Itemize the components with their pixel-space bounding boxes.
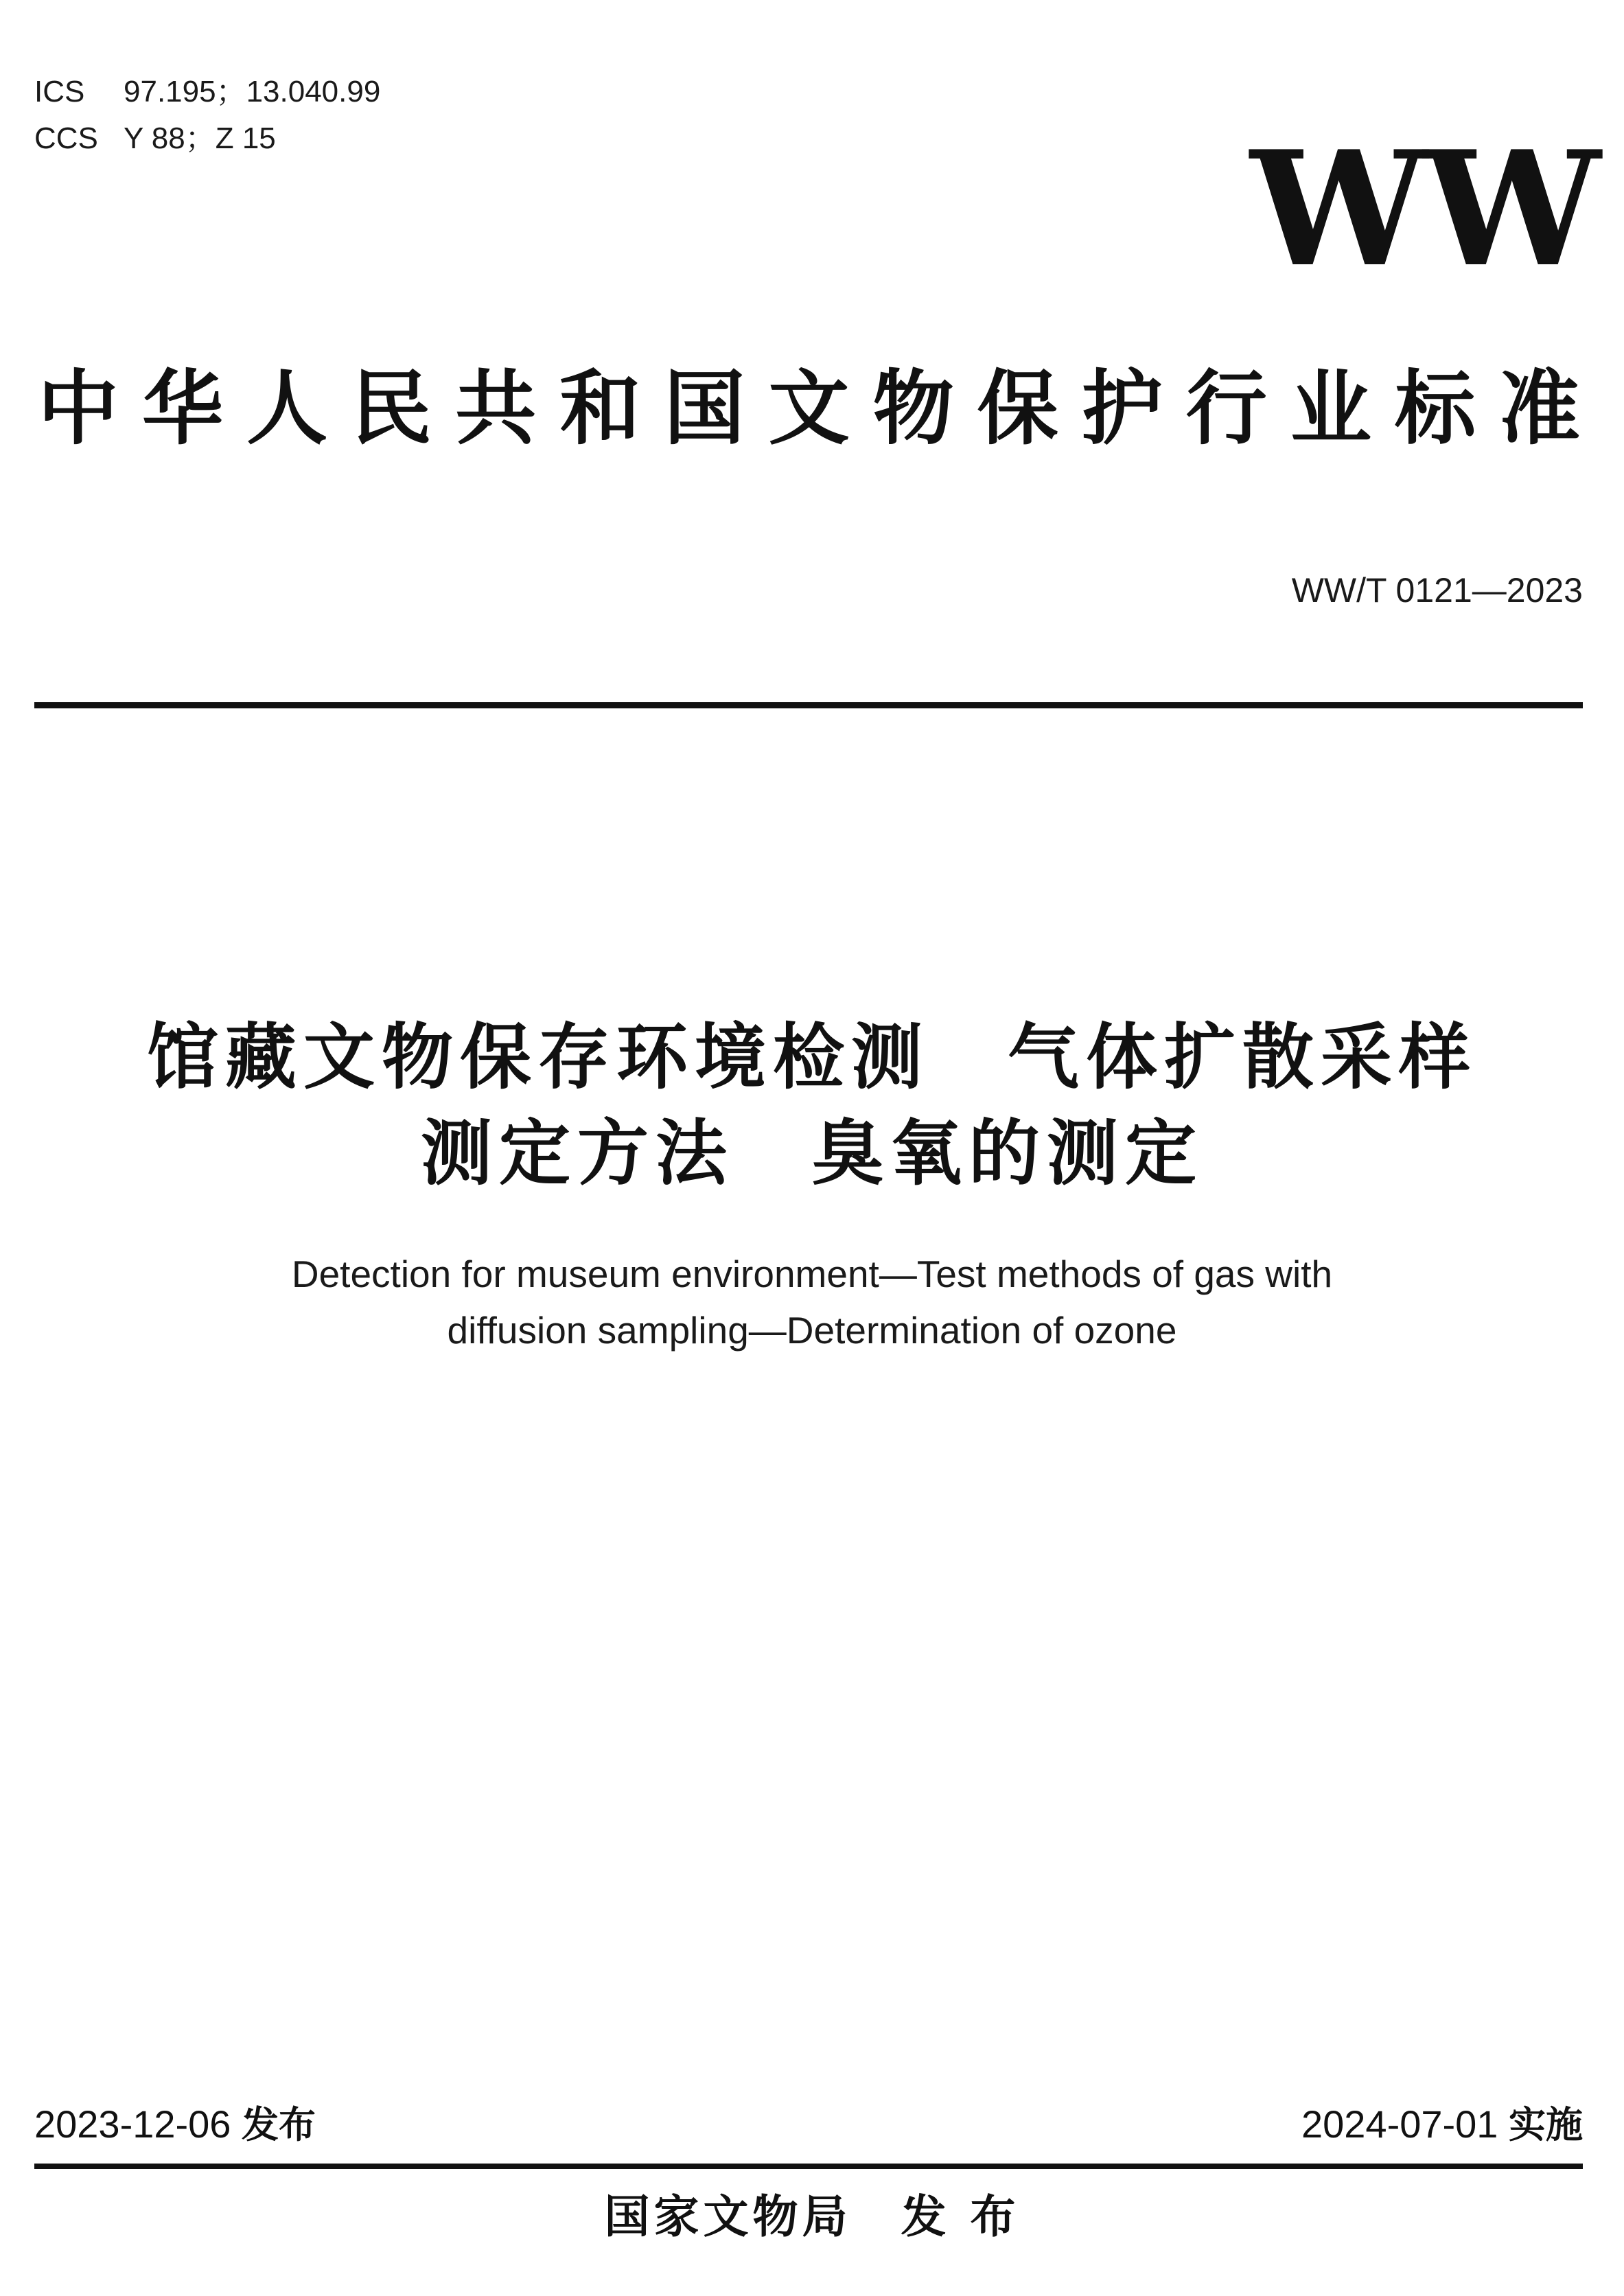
- issue-date-block: [34, 2097, 316, 2153]
- standard-category-heading: 中华人民共和国文物保护行业标准: [38, 360, 1582, 456]
- ccs-row: [34, 115, 380, 162]
- classification-codes: [34, 69, 380, 162]
- effective-date: 2024-07-01: [1301, 2102, 1498, 2146]
- effective-label: 实施: [1509, 2103, 1583, 2146]
- top-divider: [34, 702, 1583, 708]
- ics-label: ICS: [34, 75, 85, 108]
- title-en-line1: Detection for museum environment—Test methods of gas with: [291, 1253, 1333, 1295]
- ww-logo: WW: [1250, 117, 1597, 302]
- ics-row: [34, 69, 380, 115]
- publisher-line: 国家文物局 发 布: [604, 2190, 1020, 2243]
- ics-value: 97.195；13.040.99: [124, 75, 381, 108]
- issue-date: 2023-12-06: [34, 2102, 231, 2146]
- title-zh-line2: 测定方法 臭氧的测定: [420, 1111, 1203, 1195]
- standard-number: WW/T 0121—2023: [1291, 571, 1583, 610]
- bottom-divider: [34, 2164, 1583, 2169]
- effective-date-block: [1301, 2097, 1583, 2153]
- title-zh-line1: 馆藏文物保存环境检测 气体扩散采样: [146, 1015, 1477, 1099]
- ccs-label: CCS: [34, 121, 98, 155]
- ccs-value: Y 88；Z 15: [124, 121, 276, 155]
- issue-label: 发布: [242, 2103, 316, 2146]
- title-en-line2: diffusion sampling—Determination of ozone: [447, 1309, 1177, 1352]
